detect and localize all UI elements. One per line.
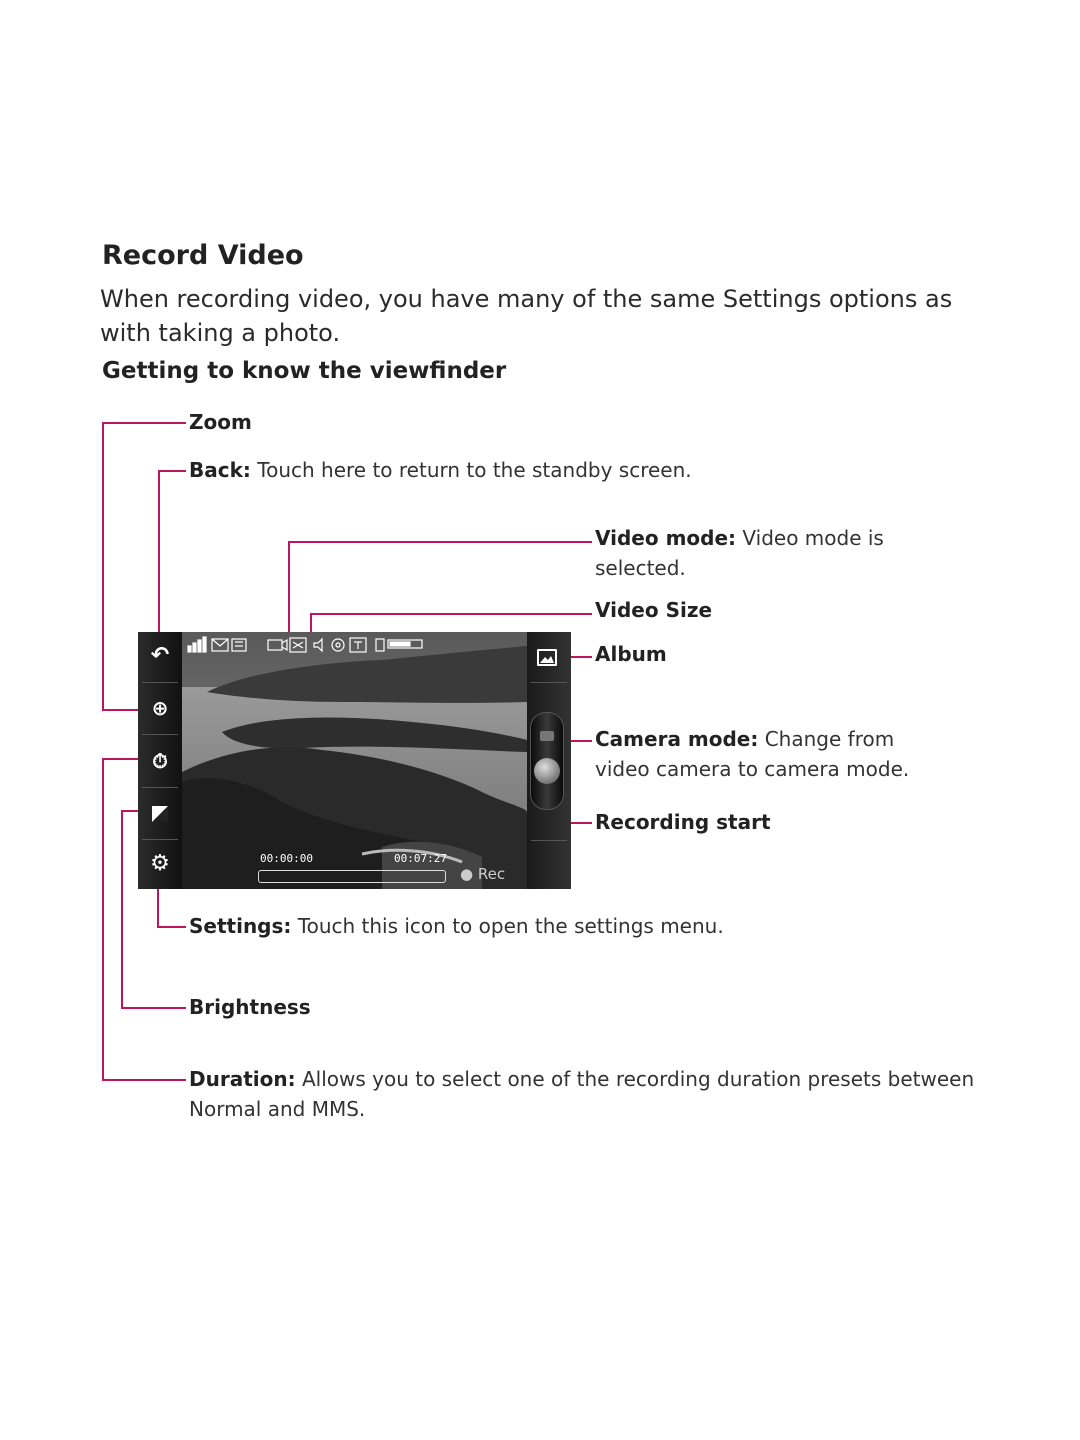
callout-brightness-term: Brightness [189, 995, 311, 1019]
status-icons [186, 634, 466, 654]
callout-camera-mode [595, 724, 955, 784]
callout-brightness [189, 992, 311, 1022]
callout-back [189, 455, 692, 485]
callout-settings-desc: Touch this icon to open the settings menu. [291, 914, 724, 938]
rec-label: Rec [477, 865, 506, 883]
left-bar-divider [142, 734, 178, 735]
leader-zoom-vertical [102, 422, 104, 710]
viewfinder-photo [182, 632, 527, 889]
callout-duration-term: Duration: [189, 1067, 296, 1091]
callout-recording-start [595, 807, 771, 837]
callout-video-mode-desc: Video mode is selected. [595, 526, 884, 580]
leader-settings-h [157, 926, 186, 928]
video-mode-icon [268, 640, 287, 650]
page-title: Record Video [102, 240, 304, 271]
recording-progress-bar [258, 870, 446, 883]
callout-zoom [189, 407, 252, 437]
leader-duration-bottom [102, 1079, 186, 1081]
callout-recording-start-term: Recording start [595, 810, 771, 834]
callout-video-mode [595, 523, 895, 583]
callout-video-mode-term: Video mode: [595, 526, 737, 550]
battery-icon [376, 639, 422, 651]
scene-icon [332, 639, 344, 651]
left-control-bar [138, 632, 182, 889]
callout-back-desc: Touch here to return to the standby screen. [250, 458, 692, 482]
leader-duration-v [102, 758, 104, 1080]
quality-icon [350, 638, 366, 652]
signal-icon [188, 637, 206, 652]
callout-video-size-term: Video Size [595, 598, 713, 622]
viewfinder-screen [138, 632, 571, 889]
left-bar-divider [142, 839, 178, 840]
settings-icon[interactable]: ⚙ [150, 851, 170, 876]
sound-icon [314, 639, 322, 651]
duration-icon[interactable]: ⏱ [152, 749, 168, 773]
video-size-icon [290, 638, 306, 652]
callout-back-term: Back: [189, 458, 251, 482]
right-bar-divider [531, 840, 567, 841]
leader-back-vertical [158, 470, 160, 640]
callout-video-size [595, 595, 712, 625]
right-bar-divider [531, 682, 567, 683]
brightness-icon[interactable] [146, 797, 174, 825]
left-bar-divider [142, 682, 178, 683]
zoom-icon[interactable]: ⊕ [151, 696, 169, 720]
leader-brightness-v [121, 810, 123, 1008]
callout-camera-mode-term: Camera mode: [595, 727, 759, 751]
callout-album [595, 639, 667, 669]
left-bar-divider [142, 787, 178, 788]
callout-settings-term: Settings: [189, 914, 292, 938]
callout-duration-desc: Allows you to select one of the recording duration presets between Normal and MMS. [189, 1067, 975, 1121]
right-control-bar [527, 632, 571, 889]
camera-mode-switch[interactable] [530, 712, 564, 810]
recording-start-button[interactable] [534, 758, 560, 784]
callout-settings [189, 911, 724, 941]
elapsed-time: 00:00:00 [260, 852, 313, 865]
back-icon[interactable]: ↶ [150, 643, 170, 668]
leader-brightness-bottom [121, 1007, 186, 1009]
message-icon [212, 639, 228, 651]
section-subtitle: Getting to know the viewfinder [102, 358, 507, 384]
callout-zoom-term: Zoom [189, 410, 252, 434]
intro-paragraph: When recording video, you have many of the same Settings options as with taking a photo. [100, 285, 953, 347]
memory-icon [232, 639, 246, 651]
rec-indicator [460, 865, 505, 883]
leader-video-mode-h [288, 541, 592, 543]
callout-camera-mode-desc: Change from video camera to camera mode. [595, 727, 910, 781]
rec-dot-icon: ● [460, 865, 474, 883]
camera-mode-icon [540, 731, 554, 741]
album-icon[interactable] [537, 649, 557, 666]
callout-album-term: Album [595, 642, 667, 666]
remaining-time: 00:07:27 [394, 852, 447, 865]
leader-back-top [158, 470, 186, 472]
leader-video-size-h [310, 613, 592, 615]
callout-duration [189, 1064, 979, 1124]
leader-video-mode-v [288, 541, 290, 636]
leader-zoom-top [102, 422, 186, 424]
